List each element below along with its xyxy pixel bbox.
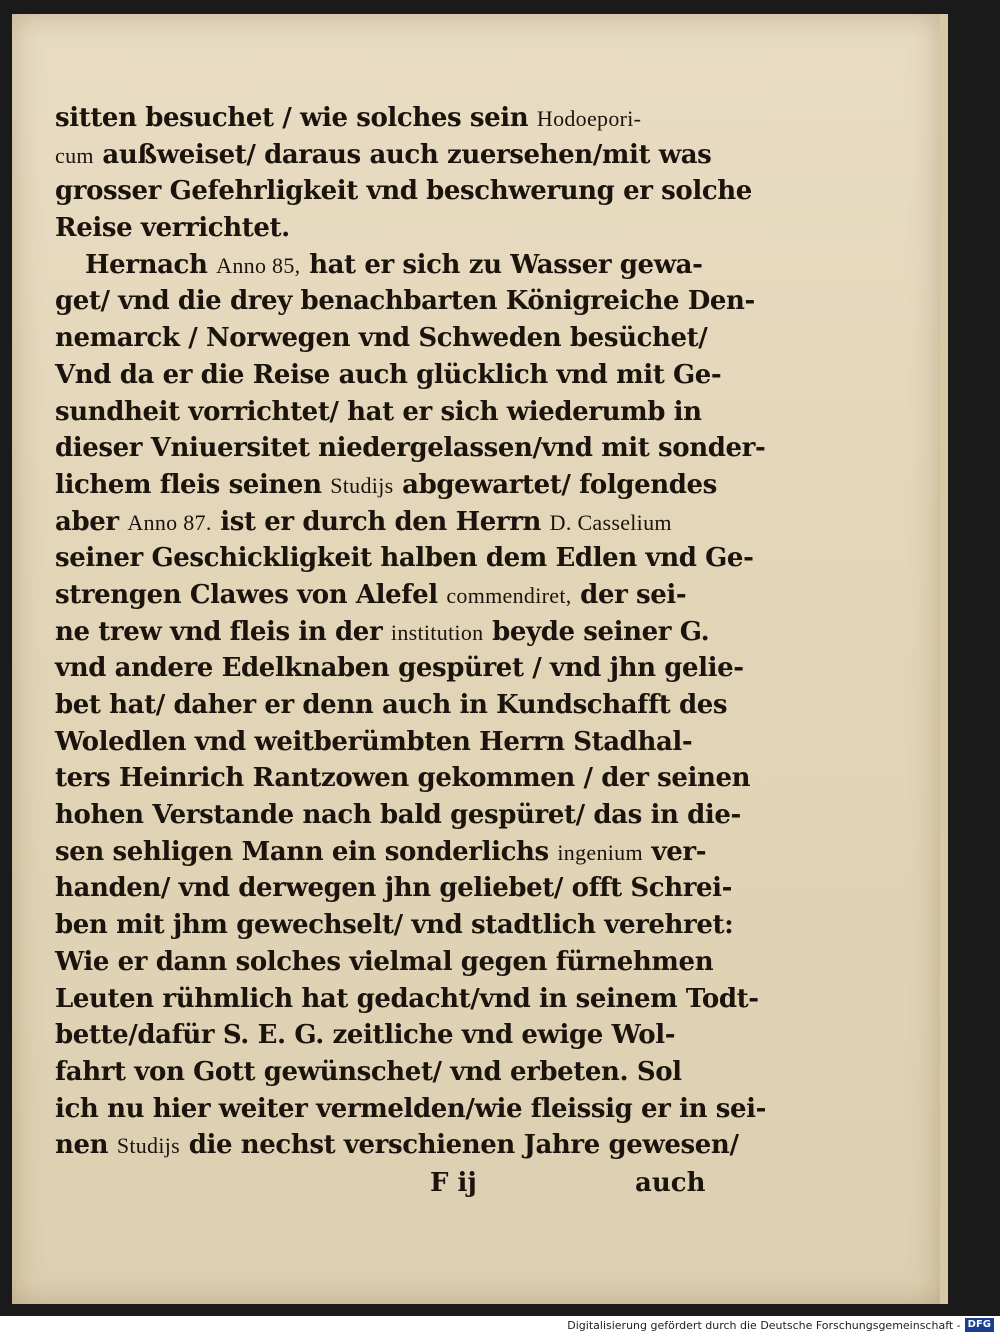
text-segment: der sei- — [571, 579, 687, 610]
text-segment: ne trew vnd fleis in der — [55, 616, 391, 647]
text-line — [55, 614, 710, 651]
latin-term: Studijs — [116, 1133, 181, 1159]
text-segment: bet hat/ daher er denn auch in Kundschafft des — [55, 690, 728, 720]
text-line — [55, 540, 754, 577]
text-segment: hat er sich zu Wasser gewa- — [300, 249, 703, 280]
text-segment: fahrt von Gott gewünschet/ vnd erbeten. Sol — [55, 1056, 682, 1087]
text-segment: bette/dafür S. E. G. zeitliche vnd ewige Wol- — [55, 1020, 676, 1051]
text-segment: strengen Clawes von Alefel — [55, 579, 447, 610]
text-segment: sundheit vorrichtet/ hat er sich wiederumb in — [55, 396, 702, 427]
dfg-logo: DFG — [965, 1318, 994, 1332]
text-line — [55, 981, 759, 1018]
text-line — [55, 357, 722, 394]
text-segment: grosser Gefehrligkeit vnd beschwerung er solche — [55, 176, 752, 207]
text-line — [55, 137, 712, 174]
latin-term: Studijs — [330, 472, 394, 498]
latin-term: D. Casselium — [549, 509, 672, 535]
text-segment: ver- — [642, 836, 707, 867]
text-line — [55, 320, 708, 357]
credit-text: Digitalisierung gefördert durch die Deutsche Forschungsgemeinschaft - — [567, 1318, 961, 1332]
latin-term: institution — [390, 619, 484, 645]
digitization-credit — [0, 1316, 1000, 1334]
text-line — [55, 247, 705, 284]
text-line — [55, 467, 717, 504]
text-line — [55, 687, 728, 724]
text-line — [55, 394, 705, 431]
latin-term: Anno 87. — [127, 509, 212, 535]
text-segment: ist er durch den Herrn — [211, 506, 550, 537]
text-segment: dieser Vniuersitet niedergelassen/vnd mit sonder- — [55, 433, 766, 464]
text-line — [55, 1091, 766, 1128]
text-line — [55, 1017, 705, 1054]
text-segment: die nechst verschienen Jahre gewesen/ — [180, 1130, 739, 1161]
latin-term: ingenium — [557, 839, 643, 865]
text-segment: Vnd da er die Reise auch glücklich vnd mit Ge- — [55, 359, 722, 390]
text-segment: sitten besuchet / wie solches sein — [55, 103, 537, 133]
text-segment: sen sehligen Mann ein sonderlichs — [55, 836, 558, 867]
text-line — [55, 650, 744, 687]
text-segment: aber — [55, 506, 128, 537]
text-segment: Wie er dann solches vielmal gegen fürnehmen — [55, 946, 714, 977]
page-edge — [940, 14, 948, 1304]
text-line — [55, 1054, 705, 1091]
text-segment: außweiset/ daraus auch zuersehen/mit was — [93, 139, 712, 170]
text-segment: nen — [55, 1130, 117, 1161]
text-segment: Woledlen vnd weitberümbten Herrn Stadhal- — [55, 726, 693, 757]
text-line — [55, 834, 705, 871]
latin-term: Hodoepori- — [536, 106, 642, 131]
text-line — [55, 283, 755, 320]
text-segment: vnd andere Edelknaben gespüret / vnd jhn gelie- — [55, 653, 744, 684]
text-segment: hohen Verstande nach bald gespüret/ das in die- — [55, 800, 741, 831]
text-line — [55, 173, 752, 210]
text-segment: Leuten rühmlich hat gedacht/vnd in seinem Todt- — [55, 983, 759, 1014]
text-segment: Hernach — [85, 249, 217, 280]
text-segment: get/ vnd die drey benachbarten Königreiche Den- — [55, 286, 755, 317]
text-line — [55, 504, 705, 541]
text-segment: Reise verrichtet. — [55, 213, 290, 244]
text-segment: lichem fleis seinen — [55, 469, 331, 500]
text-segment: seiner Geschickligkeit halben dem Edlen vnd Ge- — [55, 543, 754, 574]
text-line — [55, 430, 766, 467]
text-line — [55, 1127, 739, 1164]
text-line — [55, 797, 741, 834]
text-segment: abgewartet/ folgendes — [393, 469, 717, 500]
latin-term: cum — [55, 142, 94, 168]
text-line — [55, 760, 751, 797]
signature-mark: F ij — [430, 1168, 477, 1198]
text-line — [55, 870, 733, 907]
catchword: auch — [635, 1168, 706, 1198]
latin-term: Anno 85, — [216, 252, 301, 278]
text-line — [55, 210, 705, 247]
text-line — [55, 907, 734, 944]
text-segment: handen/ vnd derwegen jhn geliebet/ offt Schrei- — [55, 873, 733, 904]
text-line — [55, 577, 705, 614]
text-segment: ben mit jhm gewechselt/ vnd stadtlich verehret: — [55, 910, 734, 941]
latin-term: commendiret, — [446, 582, 572, 608]
text-segment: ich nu hier weiter vermelden/wie fleissig er in sei- — [55, 1093, 766, 1124]
text-segment: nemarck / Norwegen vnd Schweden besüchet/ — [55, 323, 708, 354]
text-line — [55, 724, 705, 761]
text-line — [55, 100, 705, 137]
text-line — [55, 944, 714, 981]
text-segment: ters Heinrich Rantzowen gekommen / der seinen — [55, 763, 751, 794]
text-segment: beyde seiner G. — [483, 616, 710, 647]
body-text — [55, 100, 766, 1164]
